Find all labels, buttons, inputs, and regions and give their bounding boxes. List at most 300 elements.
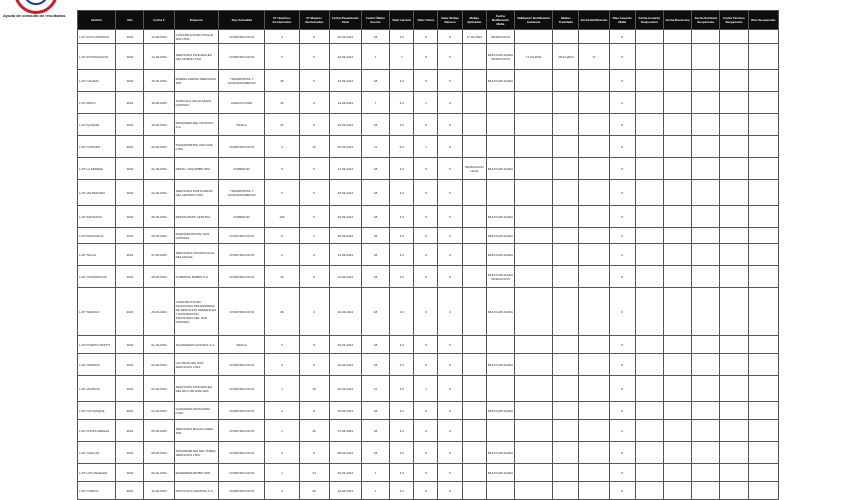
table-cell bbox=[579, 376, 609, 402]
table-cell: MADERERA BIOBIO SPA bbox=[174, 464, 218, 482]
table-cell: 20-03-2024 bbox=[144, 136, 174, 158]
table-cell: 29-03-2024 bbox=[329, 206, 361, 228]
table-cell bbox=[748, 206, 778, 228]
table-cell bbox=[720, 158, 748, 180]
table-cell bbox=[748, 402, 778, 420]
table-cell: 01-04-2024 bbox=[329, 266, 361, 288]
table-cell: 2024 bbox=[116, 482, 144, 500]
table-cell bbox=[635, 266, 663, 288]
table-row bbox=[78, 266, 779, 288]
table-cell: 19-03-2024 bbox=[144, 114, 174, 136]
table-cell bbox=[748, 288, 778, 336]
table-cell: 0 bbox=[299, 70, 329, 92]
column-header: Fecha Solicitud Suspensión bbox=[692, 11, 720, 30]
table-cell: 3.0 bbox=[390, 402, 414, 420]
column-header: Multas Tramitada bbox=[553, 11, 579, 30]
table-cell: 3 bbox=[265, 244, 299, 266]
table-cell: CONSTRUCCION bbox=[218, 228, 264, 244]
table-cell: 28-04-2024 bbox=[553, 44, 579, 70]
table-cell: 0 bbox=[438, 114, 462, 136]
table-cell bbox=[748, 228, 778, 244]
table-cell: L-DT ALTO HOSPICIO bbox=[78, 30, 116, 44]
table-cell: 2024 bbox=[116, 228, 144, 244]
table-cell: 0 bbox=[609, 114, 635, 136]
table-cell: 0 bbox=[438, 136, 462, 158]
table-cell bbox=[462, 420, 486, 442]
results-table bbox=[77, 10, 779, 500]
table-cell: L-DT CHILLAN bbox=[78, 442, 116, 464]
table-cell bbox=[664, 70, 692, 92]
column-header: Año bbox=[116, 11, 144, 30]
table-cell: 9 bbox=[414, 70, 438, 92]
table-cell: 8 bbox=[299, 402, 329, 420]
table-cell: 103 bbox=[265, 206, 299, 228]
table-cell: 0 bbox=[609, 244, 635, 266]
table-cell: 3.0 bbox=[390, 288, 414, 336]
table-cell: 0 bbox=[438, 206, 462, 228]
table-cell bbox=[664, 114, 692, 136]
table-cell: 0 bbox=[438, 420, 462, 442]
table-cell: 3 bbox=[265, 482, 299, 500]
table-cell bbox=[579, 180, 609, 206]
table-cell bbox=[664, 376, 692, 402]
table-cell: 04-04-2024 bbox=[329, 354, 361, 376]
column-header: Fecha Acuerdo Suspensión bbox=[635, 11, 663, 30]
table-cell bbox=[462, 228, 486, 244]
table-cell: 0 bbox=[609, 158, 635, 180]
table-cell: 2024 bbox=[116, 158, 144, 180]
table-cell: MULTA APLICADA bbox=[486, 228, 514, 244]
table-cell: 1 bbox=[265, 376, 299, 402]
table-cell bbox=[579, 354, 609, 376]
table-cell: 4 bbox=[265, 30, 299, 44]
table-cell: CONSTRUCCION bbox=[218, 288, 264, 336]
table-row bbox=[78, 336, 779, 354]
table-cell bbox=[462, 288, 486, 336]
table-cell bbox=[579, 158, 609, 180]
table-cell bbox=[720, 464, 748, 482]
table-cell: 7 bbox=[390, 44, 414, 70]
table-cell bbox=[553, 420, 579, 442]
table-cell: 3.0 bbox=[390, 114, 414, 136]
table-row bbox=[78, 114, 779, 136]
column-header: Valor Cierre bbox=[414, 11, 438, 30]
table-cell bbox=[515, 180, 553, 206]
table-cell bbox=[635, 70, 663, 92]
table-cell bbox=[692, 482, 720, 500]
logo bbox=[14, 0, 58, 14]
table-row bbox=[78, 464, 779, 482]
table-cell bbox=[462, 206, 486, 228]
table-cell bbox=[486, 136, 514, 158]
table-cell: 0 bbox=[299, 44, 329, 70]
table-cell: 26 bbox=[265, 92, 299, 114]
table-cell: L-DT TALCA bbox=[78, 244, 116, 266]
table-cell: 9 bbox=[414, 266, 438, 288]
table-cell: 1 bbox=[265, 464, 299, 482]
table-cell bbox=[692, 228, 720, 244]
table-cell: CONSTRUCCION bbox=[218, 420, 264, 442]
table-cell bbox=[748, 114, 778, 136]
table-cell bbox=[664, 288, 692, 336]
table-cell: 2024 bbox=[116, 420, 144, 442]
table-cell bbox=[553, 266, 579, 288]
table-cell: 25-03-2024 bbox=[329, 114, 361, 136]
table-cell bbox=[664, 206, 692, 228]
table-cell: 9 bbox=[414, 402, 438, 420]
table-cell: 2024 bbox=[116, 464, 144, 482]
table-cell: 1 bbox=[361, 482, 389, 500]
table-cell bbox=[692, 30, 720, 44]
table-cell: L-DT ARICA bbox=[78, 92, 116, 114]
table-cell bbox=[486, 420, 514, 442]
table-cell: L-DT OSORNO bbox=[78, 354, 116, 376]
table-cell: 28 bbox=[265, 70, 299, 92]
table-row bbox=[78, 206, 779, 228]
table-cell: 18 bbox=[361, 158, 389, 180]
table-cell: 2024 bbox=[116, 336, 144, 354]
table-cell bbox=[720, 442, 748, 464]
table-cell: RESTAURANT CENTRAL bbox=[174, 206, 218, 228]
table-cell bbox=[635, 30, 663, 44]
table-cell bbox=[486, 180, 514, 206]
table-cell: L-DT SANTIAGO bbox=[78, 206, 116, 228]
table-cell bbox=[748, 376, 778, 402]
table-cell: 11 bbox=[361, 376, 389, 402]
table-cell bbox=[579, 114, 609, 136]
table-cell: 0 bbox=[299, 30, 329, 44]
table-cell bbox=[486, 482, 514, 500]
table-cell bbox=[579, 244, 609, 266]
table-cell bbox=[664, 482, 692, 500]
table-cell: CONSTRUCCION bbox=[218, 30, 264, 44]
table-cell: 0 bbox=[609, 376, 635, 402]
table-cell bbox=[462, 92, 486, 114]
table-cell: 2024 bbox=[116, 354, 144, 376]
table-cell: 9 bbox=[265, 158, 299, 180]
table-cell: 0 bbox=[299, 180, 329, 206]
table-cell bbox=[748, 180, 778, 206]
table-cell bbox=[553, 336, 579, 354]
table-row bbox=[78, 70, 779, 92]
table-cell: 0 bbox=[609, 206, 635, 228]
table-row bbox=[78, 158, 779, 180]
table-cell: 18 bbox=[361, 288, 389, 336]
table-cell bbox=[553, 114, 579, 136]
table-cell bbox=[579, 228, 609, 244]
table-cell: 23-03-2024 bbox=[329, 70, 361, 92]
table-cell: 05-04-2024 bbox=[144, 420, 174, 442]
column-header: Fecha Reversión bbox=[664, 11, 692, 30]
table-cell: 0 bbox=[609, 136, 635, 158]
table-cell: 0 bbox=[609, 336, 635, 354]
table-cell: MULTA APLICADA bbox=[486, 464, 514, 482]
table-cell: CONSTRUCCION bbox=[218, 376, 264, 402]
table-cell: 0 bbox=[299, 114, 329, 136]
table-cell bbox=[720, 70, 748, 92]
table-cell bbox=[462, 464, 486, 482]
table-row bbox=[78, 288, 779, 336]
table-cell bbox=[748, 354, 778, 376]
table-cell: INFRACCION LEVE bbox=[462, 158, 486, 180]
table-cell: 0 bbox=[299, 244, 329, 266]
table-cell: 3.0 bbox=[390, 70, 414, 92]
table-cell bbox=[553, 136, 579, 158]
table-cell: CONSTRUCCION bbox=[218, 354, 264, 376]
table-cell bbox=[579, 92, 609, 114]
table-cell bbox=[553, 92, 579, 114]
table-cell bbox=[692, 206, 720, 228]
table-cell bbox=[553, 180, 579, 206]
table-cell: CONSTRUCCION bbox=[218, 442, 264, 464]
table-cell bbox=[664, 180, 692, 206]
table-cell bbox=[635, 244, 663, 266]
table-cell bbox=[515, 70, 553, 92]
table-cell: 18 bbox=[361, 244, 389, 266]
table-cell bbox=[579, 206, 609, 228]
table-cell: 0 bbox=[438, 266, 462, 288]
table-cell bbox=[748, 92, 778, 114]
table-cell: 3 bbox=[265, 44, 299, 70]
table-cell: FRUTICOLA CENTRAL S.A. bbox=[174, 482, 218, 500]
table-cell: 02-04-2024 bbox=[329, 288, 361, 336]
column-header: Empresa bbox=[174, 11, 218, 30]
table-cell: 2024 bbox=[116, 206, 144, 228]
table-cell: L-DT COYHAIQUE bbox=[78, 402, 116, 420]
table-cell bbox=[515, 92, 553, 114]
table-cell: 0 bbox=[299, 288, 329, 336]
table-cell: 25-03-2024 bbox=[144, 206, 174, 228]
table-row bbox=[78, 180, 779, 206]
table-cell: 2024 bbox=[116, 288, 144, 336]
table-cell: 2024 bbox=[116, 180, 144, 206]
table-cell: 0 bbox=[438, 442, 462, 464]
table-cell: 0 bbox=[438, 336, 462, 354]
column-header: Fecha Notificación bbox=[579, 11, 609, 30]
table-cell: INFRACCION bbox=[486, 30, 514, 44]
table-cell: TRANSPORTES ATACAMA LTDA bbox=[174, 136, 218, 158]
table-cell: 28 bbox=[265, 288, 299, 336]
table-cell bbox=[692, 70, 720, 92]
table-cell: 7 bbox=[361, 92, 389, 114]
table-cell: 0 bbox=[299, 354, 329, 376]
table-cell bbox=[748, 136, 778, 158]
table-cell: 3.0 bbox=[390, 228, 414, 244]
table-cell bbox=[692, 180, 720, 206]
table-cell bbox=[720, 206, 748, 228]
table-cell: MULTA APLICADA bbox=[486, 158, 514, 180]
table-cell bbox=[462, 442, 486, 464]
column-header: Tipo Actividad bbox=[218, 11, 264, 30]
table-cell bbox=[462, 180, 486, 206]
table-cell bbox=[579, 288, 609, 336]
table-cell: 08-04-2024 bbox=[329, 442, 361, 464]
table-cell: 18 bbox=[361, 228, 389, 244]
table-cell bbox=[635, 92, 663, 114]
table-cell bbox=[720, 114, 748, 136]
table-cell bbox=[515, 354, 553, 376]
table-cell: 0 bbox=[438, 354, 462, 376]
column-header: Validación Notificación Instancia bbox=[515, 11, 553, 30]
table-row bbox=[78, 228, 779, 244]
table-row bbox=[78, 442, 779, 464]
table-cell: 0 bbox=[438, 70, 462, 92]
table-cell bbox=[664, 30, 692, 44]
table-cell bbox=[720, 402, 748, 420]
table-cell: 17-04-2024 bbox=[515, 44, 553, 70]
table-cell: 2024 bbox=[116, 244, 144, 266]
column-header: Fecha Notificación Multa bbox=[486, 11, 514, 30]
table-cell: 20 bbox=[299, 420, 329, 442]
table-cell: L-DT CURICO bbox=[78, 482, 116, 500]
table-cell bbox=[635, 464, 663, 482]
table-cell bbox=[553, 228, 579, 244]
column-header: Fecha F bbox=[144, 11, 174, 30]
table-cell bbox=[462, 354, 486, 376]
table-cell: 9 bbox=[414, 180, 438, 206]
page-caption: Ayuda de consulta de resultados bbox=[3, 13, 66, 18]
table-row bbox=[78, 136, 779, 158]
table-cell: 01-04-2024 bbox=[144, 336, 174, 354]
column-header: Fecha Término Suspensión bbox=[720, 11, 748, 30]
table-row bbox=[78, 244, 779, 266]
table-cell: 10-04-2024 bbox=[144, 482, 174, 500]
table-cell bbox=[748, 420, 778, 442]
table-cell bbox=[635, 402, 663, 420]
table-cell: L-DT TEMUCO bbox=[78, 288, 116, 336]
table-cell: 3.0 bbox=[390, 158, 414, 180]
table-cell: AGROINDUSTRIAL SUR LIMITADA bbox=[174, 228, 218, 244]
table-cell bbox=[486, 336, 514, 354]
table-cell: 21-03-2024 bbox=[144, 158, 174, 180]
table-cell bbox=[748, 70, 778, 92]
table-cell bbox=[579, 402, 609, 420]
table-cell: LACTEOS DEL SUR SERVICIOS LTDA bbox=[174, 354, 218, 376]
table-cell: 2024 bbox=[116, 402, 144, 420]
table-cell: 2024 bbox=[116, 92, 144, 114]
table-cell bbox=[553, 402, 579, 420]
table-cell bbox=[515, 442, 553, 464]
table-cell bbox=[579, 266, 609, 288]
table-cell: 18 bbox=[361, 70, 389, 92]
table-cell: 9 bbox=[414, 464, 438, 482]
table-cell: L-DT RANCAGUA bbox=[78, 228, 116, 244]
table-cell bbox=[748, 442, 778, 464]
table-cell: 18 bbox=[361, 336, 389, 354]
table-cell: 1 bbox=[414, 92, 438, 114]
table-cell: 09-04-2024 bbox=[329, 464, 361, 482]
table-cell bbox=[635, 336, 663, 354]
table-cell: 2024 bbox=[116, 30, 144, 44]
table-cell: L-DT COPIAPO bbox=[78, 136, 116, 158]
table-cell: CONSTRUCCION bbox=[218, 464, 264, 482]
table-cell bbox=[515, 136, 553, 158]
table-cell bbox=[635, 288, 663, 336]
table-cell: 22-03-2024 bbox=[144, 180, 174, 206]
table-cell: 0 bbox=[438, 402, 462, 420]
table-cell bbox=[515, 30, 553, 44]
table-cell: 26-03-2024 bbox=[329, 136, 361, 158]
table-cell: 2024 bbox=[116, 70, 144, 92]
table-cell bbox=[664, 158, 692, 180]
table-cell: L-DT CALAMA bbox=[78, 70, 116, 92]
table-cell: 18 bbox=[361, 180, 389, 206]
table-cell bbox=[692, 92, 720, 114]
table-cell bbox=[579, 70, 609, 92]
table-cell bbox=[515, 206, 553, 228]
table-cell: 4.0 bbox=[390, 92, 414, 114]
table-row bbox=[78, 92, 779, 114]
table-cell: 2024 bbox=[116, 376, 144, 402]
table-cell bbox=[692, 266, 720, 288]
table-cell bbox=[462, 244, 486, 266]
table-cell: 18-03-2024 bbox=[144, 92, 174, 114]
table-cell: 04-04-2024 bbox=[144, 402, 174, 420]
table-cell bbox=[635, 158, 663, 180]
table-cell: 0 bbox=[609, 464, 635, 482]
table-cell: CONSTRUCCION bbox=[218, 266, 264, 288]
table-cell: 24 bbox=[299, 464, 329, 482]
column-header: N° Mujeres Involucradas bbox=[299, 11, 329, 30]
table-cell bbox=[462, 266, 486, 288]
table-cell: 18 bbox=[361, 266, 389, 288]
column-header: Fecha Último Evento bbox=[361, 11, 389, 30]
table-cell: 9 bbox=[414, 114, 438, 136]
table-cell: 0 bbox=[299, 158, 329, 180]
table-cell bbox=[515, 158, 553, 180]
column-header: N° Hombres Involucrados bbox=[265, 11, 299, 30]
table-cell: 26-03-2024 bbox=[144, 228, 174, 244]
table-cell bbox=[664, 136, 692, 158]
table-cell bbox=[635, 442, 663, 464]
table-cell bbox=[579, 442, 609, 464]
table-cell bbox=[748, 158, 778, 180]
table-cell: CONSTRUCCION bbox=[218, 402, 264, 420]
table-cell bbox=[486, 92, 514, 114]
table-cell: 4 bbox=[299, 228, 329, 244]
table-cell: MINERA ANDINA SERVICIOS SPA bbox=[174, 70, 218, 92]
table-cell bbox=[720, 288, 748, 336]
table-cell bbox=[692, 420, 720, 442]
table-cell: 3.0 bbox=[390, 420, 414, 442]
table-cell: 3.0 bbox=[390, 266, 414, 288]
table-cell: 2024 bbox=[116, 136, 144, 158]
table-cell bbox=[553, 482, 579, 500]
table-cell: MULTA APLICADA bbox=[486, 288, 514, 336]
table-cell: 27-03-2024 bbox=[329, 158, 361, 180]
column-header: Fecha Pasamiento Final bbox=[329, 11, 361, 30]
table-cell bbox=[692, 44, 720, 70]
table-cell bbox=[664, 266, 692, 288]
table-cell: 14-03-2024 bbox=[144, 44, 174, 70]
table-cell: 0 bbox=[299, 92, 329, 114]
table-cell: 18 bbox=[361, 442, 389, 464]
table-cell bbox=[553, 158, 579, 180]
table-cell: 24-03-2024 bbox=[329, 92, 361, 114]
table-cell bbox=[635, 354, 663, 376]
table-cell: 17-04-2024 bbox=[462, 30, 486, 44]
table-cell bbox=[579, 30, 609, 44]
table-cell: 4.0 bbox=[390, 482, 414, 500]
table-cell: 3.0 bbox=[390, 30, 414, 44]
table-cell: 1 bbox=[361, 44, 389, 70]
table-cell: 0 bbox=[609, 482, 635, 500]
table-cell bbox=[553, 30, 579, 44]
table-cell bbox=[664, 336, 692, 354]
table-cell: 0 bbox=[609, 266, 635, 288]
table-cell: 5.0 bbox=[390, 136, 414, 158]
table-cell: CONSTRUCTORA OVALLE SPA LTDA bbox=[174, 30, 218, 44]
